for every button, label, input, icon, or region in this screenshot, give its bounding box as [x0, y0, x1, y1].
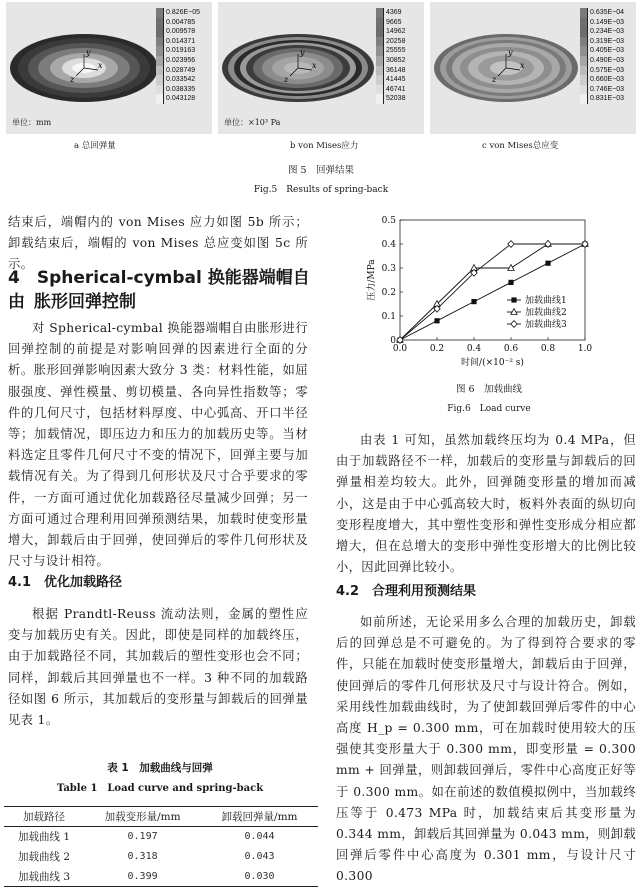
- legend-value: 0.033542: [166, 76, 196, 84]
- x-tick-label: 0.6: [503, 344, 519, 354]
- legend-row: [376, 85, 420, 95]
- legend-row: [156, 37, 208, 47]
- fig5-caption-cn: 图 5 回弹结果: [287, 165, 355, 176]
- table-cell: 0.399: [84, 867, 201, 887]
- axis-z-label: z: [492, 75, 497, 84]
- legend-value: 14962: [386, 28, 406, 36]
- left-paragraph-3: 根据 Prandtl-Reuss 流动法则，金属的塑性应变与加载历史有关。因此，即使是同样的加载终压，由于加载路径不同，其加载后的塑性变形也会不同；同样，卸载后其回弹量也不一样。3 种不同的加载路径如图 6 所示，其加载后的变形量与卸载后的回弹量见表 1。: [8, 607, 308, 728]
- legend-value: 0.319E−03: [590, 37, 625, 45]
- table-cell: 0.044: [244, 831, 275, 843]
- axis-z-label: z: [70, 75, 75, 84]
- table-row: [4, 867, 318, 887]
- legend-row: [580, 37, 632, 47]
- fig5-panel-a: [6, 2, 212, 134]
- legend-row: [156, 85, 208, 95]
- legend-row: [580, 8, 632, 18]
- table-1: [4, 806, 318, 887]
- table-row: [4, 847, 318, 867]
- section-4-1-heading: 4.1 优化加载路径: [8, 575, 123, 590]
- fig5b-legend: [376, 8, 420, 104]
- legend-swatch: [580, 56, 588, 66]
- legend-swatch: [376, 8, 384, 18]
- fig5b-unit: 单位：×10³ Pa: [224, 118, 281, 127]
- fig5a-unit: 单位：mm: [12, 118, 52, 127]
- legend-row: [580, 56, 632, 66]
- table-cell: 0.197: [127, 831, 158, 843]
- legend-swatch: [580, 27, 588, 37]
- fig6-load-curve-chart: [345, 208, 615, 370]
- legend-row: [580, 46, 632, 56]
- legend-swatch: [580, 75, 588, 85]
- legend-swatch: [376, 18, 384, 28]
- legend-row: [376, 46, 420, 56]
- section-4-heading-line2: 胀形回弹控制: [34, 292, 136, 312]
- legend-row: [156, 75, 208, 85]
- legend-value: 52038: [386, 95, 406, 103]
- fig5c-legend: [580, 8, 632, 104]
- legend-value: 0.405E−03: [590, 47, 625, 55]
- legend-marker: [511, 297, 516, 302]
- y-tick-label: 0: [390, 336, 396, 346]
- legend-value: 0.575E−03: [590, 66, 625, 74]
- axis-y-label: y: [508, 48, 513, 57]
- legend-row: [580, 27, 632, 37]
- legend-swatch: [376, 85, 384, 95]
- legend-swatch: [156, 56, 164, 66]
- legend-row: [580, 75, 632, 85]
- x-tick-label: 1.0: [577, 344, 593, 354]
- legend-swatch: [580, 37, 588, 47]
- legend-swatch: [376, 37, 384, 47]
- legend-swatch: [376, 27, 384, 37]
- axis-x-label: x: [98, 61, 103, 70]
- legend-row: [580, 85, 632, 95]
- legend-swatch: [376, 75, 384, 85]
- legend-value: 0.009578: [166, 28, 196, 36]
- left-paragraph-2: 对 Spherical-cymbal 换能器端帽自由胀形进行回弹控制的前提是对影响回弹的因素进行全面的分析。胀形回弹影响因素大致分 3 类：材料性能，如屈服强度、弹性模量、剪切模量、各向异性指数等；零件的几何尺寸，包括材料厚度、中心弧高、开口半径等；加载情况，即压边力和压力的加载历史等。当材料选定且零件几何尺寸不变的情况下，回弹主要与加载情况有关。为了得到几何形状及尺寸合乎要求的零件，一方面可通过优化加载路径尽量减少回弹；另一方面可通过合理利用回弹预测结果，加载时使变形量增大，卸载后由于回弹，使回弹后的零件几何形状及尺寸与设计相符。: [8, 321, 308, 569]
- y-tick-label: 0.4: [381, 240, 396, 250]
- series-1-point: [434, 318, 439, 323]
- y-tick-label: 0.3: [381, 264, 396, 274]
- section-4-2-heading: 4.2 合理利用预测结果: [336, 584, 477, 599]
- legend-swatch: [580, 46, 588, 56]
- fig5c-caption: c von Mises总应变: [482, 141, 559, 151]
- table-cell: 0.043: [244, 851, 275, 862]
- x-tick-label: 0.8: [540, 344, 556, 354]
- y-tick-label: 0.1: [381, 312, 396, 322]
- legend-value: 0.019163: [166, 47, 196, 55]
- series-1-point: [508, 280, 513, 285]
- legend-row: [376, 94, 420, 104]
- legend-value: 0.149E−03: [590, 18, 625, 26]
- table-header-cell: 加载路径: [4, 807, 84, 827]
- legend-row: [156, 8, 208, 18]
- fig5-panel-b: [218, 2, 424, 134]
- legend-row: [580, 66, 632, 76]
- legend-row: [156, 94, 208, 104]
- legend-label: 加载曲线2: [525, 308, 567, 318]
- y-tick-label: 0.5: [381, 216, 396, 226]
- legend-value: 0.826E−05: [166, 9, 201, 16]
- fig5b-caption: b von Mises应力: [290, 141, 359, 151]
- legend-row: [580, 94, 632, 104]
- legend-value: 0.028749: [166, 66, 196, 74]
- legend-marker: [511, 309, 517, 315]
- table-cell: 加载曲线 2: [18, 851, 71, 863]
- axis-x-label: x: [520, 61, 525, 70]
- legend-value: 0.660E−03: [590, 76, 625, 84]
- table-cell: 加载曲线 1: [18, 831, 71, 844]
- axis-z-label: z: [284, 75, 289, 84]
- x-tick-label: 0.0: [392, 344, 408, 354]
- table-header-cell: 加载变形量/mm: [84, 807, 201, 827]
- legend-value: 0.635E−04: [590, 9, 625, 16]
- axis-x-label: x: [312, 61, 317, 70]
- legend-row: [156, 18, 208, 28]
- legend-row: [156, 27, 208, 37]
- legend-swatch: [156, 37, 164, 47]
- fig5a-legend: [156, 8, 208, 104]
- legend-swatch: [156, 8, 164, 18]
- legend-value: 0.043128: [166, 95, 196, 103]
- legend-label: 加载曲线3: [525, 320, 567, 330]
- legend-row: [376, 8, 420, 18]
- legend-row: [156, 56, 208, 66]
- legend-row: [376, 66, 420, 76]
- legend-value: 0.004785: [166, 18, 196, 26]
- legend-swatch: [580, 18, 588, 28]
- y-axis-label: 压力/MPa: [367, 259, 377, 301]
- legend-row: [376, 18, 420, 28]
- legend-swatch: [376, 56, 384, 66]
- legend-value: 9665: [386, 18, 402, 26]
- legend-row: [376, 56, 420, 66]
- legend-value: 0.038335: [166, 85, 196, 93]
- legend-swatch: [156, 18, 164, 28]
- y-tick-label: 0.2: [381, 288, 396, 298]
- series-1-point: [471, 299, 476, 304]
- legend-value: 4369: [386, 9, 402, 16]
- legend-swatch: [156, 94, 164, 104]
- legend-marker: [511, 321, 517, 328]
- left-paragraph-1: 结束后，端帽内的 von Mises 应力如图 5b 所示；卸载结束后，端帽的 von Mises 总应变如图 5c 所示。: [8, 215, 308, 272]
- axis-y-label: y: [300, 48, 305, 57]
- x-axis-label: 时间/(×10⁻² s): [461, 358, 524, 368]
- legend-row: [376, 75, 420, 85]
- series-1-point: [545, 261, 550, 266]
- table1-caption-cn: 表 1 加载曲线与回弹: [107, 762, 213, 774]
- table1-caption-en: Table 1 Load curve and spring-back: [56, 783, 264, 794]
- legend-value: 0.023956: [166, 56, 196, 64]
- legend-value: 41445: [386, 76, 406, 84]
- table-header-row: [4, 807, 318, 827]
- legend-value: 25555: [386, 47, 406, 55]
- legend-swatch: [156, 46, 164, 56]
- series-3-point: [508, 241, 514, 248]
- legend-row: [156, 46, 208, 56]
- legend-swatch: [156, 66, 164, 76]
- legend-swatch: [580, 66, 588, 76]
- section-4-heading-line1: 4 Spherical-cymbal 换能器端帽自由: [8, 268, 310, 312]
- legend-value: 36148: [386, 66, 406, 74]
- legend-swatch: [376, 94, 384, 104]
- legend-swatch: [580, 94, 588, 104]
- legend-value: 0.490E−03: [590, 56, 625, 64]
- legend-value: 0.014371: [166, 37, 196, 45]
- x-tick-label: 0.2: [429, 344, 445, 354]
- legend-value: 46741: [386, 85, 406, 93]
- legend-value: 20258: [386, 37, 406, 45]
- fig5-caption-en: Fig.5 Results of spring-back: [253, 185, 389, 195]
- fig5a-caption: a 总回弹量: [74, 141, 116, 151]
- legend-row: [580, 18, 632, 28]
- legend-swatch: [156, 75, 164, 85]
- series-2-point: [508, 265, 514, 271]
- axis-y-label: y: [86, 48, 91, 57]
- legend-row: [376, 27, 420, 37]
- legend-swatch: [376, 66, 384, 76]
- table-header-cell: 卸载回弹量/mm: [201, 807, 318, 827]
- x-tick-label: 0.4: [466, 344, 482, 354]
- right-paragraph-1: 由表 1 可知，虽然加载终压均为 0.4 MPa，但由于加载路径不一样，加载后的变形量与卸载后的回弹量相差均较大。此外，回弹随变形量的增加而减小，这是由于中心弧高较大时，板料外表面的纵切向变形程度增大，其中塑性变形和弹性变形成分相应都增大，但在总增大的变形中弹性变形增大的比例比较小，因此回弹比较小。: [336, 433, 636, 575]
- legend-value: 30852: [386, 56, 406, 64]
- legend-swatch: [156, 85, 164, 95]
- legend-row: [156, 66, 208, 76]
- legend-value: 0.831E−03: [590, 95, 625, 103]
- table-cell: 加载曲线 3: [4, 867, 84, 887]
- legend-label: 加载曲线1: [525, 296, 567, 306]
- fig6-caption-en: Fig.6 Load curve: [447, 404, 531, 414]
- legend-value: 0.234E−03: [590, 28, 625, 36]
- fig5-panel-c: [430, 2, 636, 134]
- table-row: [4, 827, 318, 847]
- legend-value: 0.746E−03: [590, 85, 625, 93]
- fig6-caption-cn: 图 6 加载曲线: [455, 384, 523, 395]
- right-paragraph-2: 如前所述，无论采用多么合理的加载历史，卸载后的回弹总是不可避免的。为了得到符合要求的零件，只能在加载时使变形量增大，卸载后由于回弹，使回弹后的零件几何形状及尺寸与设计符合。例如，采用线性加载曲线时，为了使卸载回弹后零件的中心高度 H_p = 0.300 mm，可在加载时使用较大的压强使其变形量大于 0.300 mm，即变形量 = 0.300 mm + 回弹量，则卸载回弹后，零件中心高度正好等于 0.300 mm。如在前述的数值模拟例中，当加载终压等于 0.473 MPa 时，加载结束后其变形量为 0.344 mm，卸载后其回弹量为 0.043 mm，则卸载回弹后零件中心高度为 0.301 mm，与设计尺寸 0.300: [336, 615, 636, 884]
- legend-row: [376, 37, 420, 47]
- table-cell: 0.318: [127, 851, 158, 862]
- legend-swatch: [376, 46, 384, 56]
- table-cell: 0.030: [201, 867, 318, 887]
- legend-swatch: [156, 27, 164, 37]
- legend-swatch: [580, 8, 588, 18]
- legend-swatch: [580, 85, 588, 95]
